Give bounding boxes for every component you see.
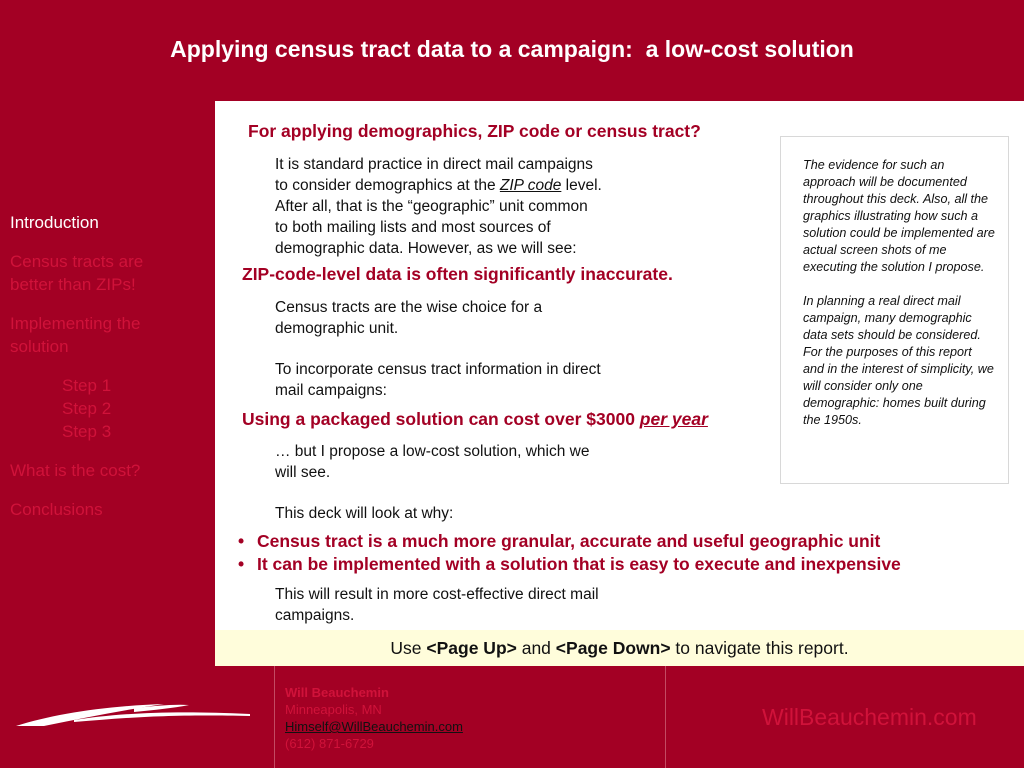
zip-code-link[interactable]: ZIP code (499, 177, 562, 194)
text-line: mail campaigns: (275, 382, 387, 399)
bullet-icon: • (238, 531, 245, 551)
page-down-key: <Page Down> (555, 638, 671, 658)
contact-email-link[interactable]: Himself@WillBeauchemin.com (285, 719, 463, 734)
text-line: To incorporate census tract information in direct (275, 361, 601, 378)
slide-nav (10, 211, 210, 521)
heading-zip-or-tract: For applying demographics, ZIP code or census tract? (248, 121, 701, 141)
paragraph-low-cost (275, 441, 655, 483)
note-paragraph: The evidence for such an approach will be documented throughout this deck. Also, all the graphics illustrating how such a solution could be implemented are actual screen shots of me executing the solution I propose. (803, 158, 995, 274)
text-fragment: to consider demographics at the (275, 177, 500, 194)
text-line: will see. (275, 464, 331, 481)
page-up-key: <Page Up> (426, 638, 517, 658)
heading-zip-inaccurate: ZIP-code-level data is often significantly inaccurate. (242, 264, 673, 284)
paragraph-result (275, 584, 655, 626)
paragraph-census-wise (275, 297, 655, 339)
website-link[interactable]: WillBeauchemin.com (762, 704, 977, 730)
paragraph-incorporate (275, 359, 655, 401)
per-year-emphasis: per year (639, 409, 708, 429)
paragraph-standard-practice (275, 154, 655, 259)
text-line: campaigns. (275, 607, 355, 624)
bullet-icon: • (238, 554, 245, 574)
evidence-note-box (780, 136, 1009, 484)
contact-name: Will Beauchemin (285, 685, 389, 700)
nav-item-implementing-line1: Implementing the (10, 314, 141, 333)
text-line: Census tracts are the wise choice for a (275, 299, 543, 316)
key-points-list (238, 530, 901, 576)
text-fragment: and (516, 638, 556, 658)
nav-item-step-1[interactable]: Step 1 (62, 376, 112, 395)
list-item (238, 553, 901, 576)
nav-item-implementing-line2: solution (10, 337, 69, 356)
nav-item-cost[interactable]: What is the cost? (10, 461, 141, 480)
swoosh-logo (14, 700, 254, 730)
nav-item-implementing[interactable] (10, 312, 210, 358)
text-line (275, 175, 655, 196)
contact-block (285, 684, 463, 752)
text-line: demographic unit. (275, 320, 399, 337)
nav-item-step-2[interactable]: Step 2 (62, 399, 112, 418)
list-item (238, 530, 901, 553)
footer-divider (665, 666, 666, 768)
footer-divider (274, 666, 275, 768)
note-paragraph: In planning a real direct mail campaign, many demographic data sets should be considered. For the purposes of this report and in the interest of simplicity, we will consider only one demographic: homes built during the 1950s. (803, 294, 994, 427)
contact-phone: (612) 871-6729 (285, 736, 374, 751)
paragraph-deck-why: This deck will look at why: (275, 505, 454, 522)
text-fragment: Using a packaged solution can cost over $3000 (242, 409, 640, 429)
text-fragment: level. (561, 177, 602, 194)
bullet-text: Census tract is a much more granular, accurate and useful geographic unit (257, 531, 881, 551)
nav-item-step-3[interactable]: Step 3 (62, 422, 112, 441)
bullet-text: It can be implemented with a solution that is easy to execute and inexpensive (257, 554, 901, 574)
text-fragment: to navigate this report. (670, 638, 849, 658)
text-line: After all, that is the “geographic” unit common (275, 198, 588, 215)
evidence-note-text (803, 157, 995, 429)
text-line: demographic data. However, as we will see: (275, 240, 577, 257)
text-fragment: Use (390, 638, 427, 658)
navigation-hint-bar (215, 630, 1024, 666)
text-line: This will result in more cost-effective direct mail (275, 586, 599, 603)
nav-item-introduction[interactable]: Introduction (10, 213, 99, 232)
text-line: to both mailing lists and most sources of (275, 219, 551, 236)
text-line: … but I propose a low-cost solution, which we (275, 443, 590, 460)
contact-city: Minneapolis, MN (285, 702, 382, 717)
nav-item-conclusions[interactable]: Conclusions (10, 500, 103, 519)
text-line: It is standard practice in direct mail campaigns (275, 156, 593, 173)
nav-item-census-tracts[interactable]: Census tracts are better than ZIPs! (10, 252, 144, 294)
slide-title: Applying census tract data to a campaign: a low-cost solution (170, 36, 854, 62)
heading-packaged-cost (242, 409, 708, 430)
